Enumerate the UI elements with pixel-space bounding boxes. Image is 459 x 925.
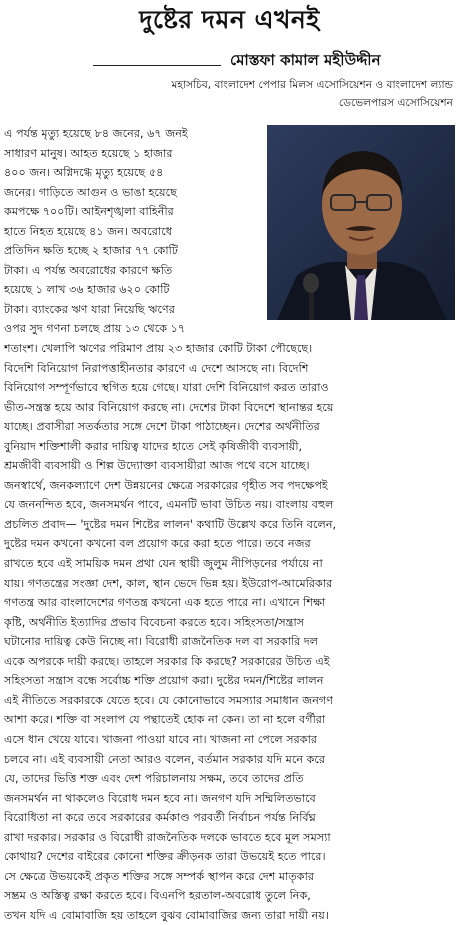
body-line: ৪০০ জন। অগ্নিদগ্ধে মৃত্যু হয়েছে ৫৪ (4, 166, 164, 180)
body-line: ভীত-সন্ত্রস্ত হয়ে আর বিনিয়োগ করছে না। দেশের টাকা বিদেশে স্থানান্তর হয়ে (4, 400, 334, 414)
body-line: যে জননন্দিত হবে, জনসমর্থন পাবে, এমনটি ভাবা উচিত নয়। বাংলায় বহুল (4, 498, 334, 512)
body-line: শ্রমজীবী ব্যবসায়ী ও শিল্প উদ্যোক্তা ব্যবসায়ীরা আজ পথে বসে যাচ্ছে। (4, 459, 310, 473)
body-line: সম্ভ্রম ও অস্তিত্ব রক্ষা করতে হবে। বিএনপি হরতাল-অবরোধ তুলে নিক, (4, 889, 311, 903)
body-line: টাকা। ব্যাংকের ঋণ যারা নিয়েছি ঋণের (4, 302, 175, 316)
article-headline: দুষ্টের দমন এখনই (139, 5, 320, 34)
body-line: কমপক্ষে ৭০০টি। আইনশৃঙ্খলা বাহিনীর (4, 205, 174, 219)
author-designation (40, 76, 453, 112)
body-line: এসে ধান খেয়ে যাবে। খাজনা পাওয়া যাবে না। খাজনা না পেলে সরকার (4, 732, 318, 746)
body-line: আশা করে। শক্তি বা সংলাপ যে পন্থাতেই হোক না কেন। তা না হলে বর্গীরা (4, 713, 326, 727)
body-line: জনসমর্থন না থাকলেও বিরোধ দমন হবে না। জনগণ যদি সম্মিলিতভাবে (4, 791, 316, 805)
body-line: একে অপরকে দায়ী করছে। তাহলে সরকার কি করছে? সরকারের উচিত এই (4, 654, 330, 668)
body-line: সে ক্ষেত্রে উভয়কেই প্রকৃত শক্তির সঙ্গে সম্পর্ক স্থাপন করে দেশ মাতৃকার (4, 869, 314, 883)
body-line: কোথায়? দেশের বাইরের কোনো শক্তির ক্রীড়নক তারা উভয়েই হতে পারে। (4, 850, 326, 864)
body-line: রাখা দরকার। সরকার ও বিরোধী রাজনৈতিক দলকে ভাবতে হবে মূল সমস্যা (4, 830, 331, 844)
designation-line: মহাসচিব, বাংলাদেশ পেপার মিলস এসোসিয়েশন ও বাংলাদেশ ল্যান্ড (171, 79, 453, 91)
body-line: যে, তাদের ভিত্তি শক্ত এবং দেশ পরিচালনায় সক্ষম, তবে তাদের প্রতি (4, 772, 304, 786)
body-line: যায়। গণতন্ত্রের সংজ্ঞা দেশ, কাল, স্থান ভেদে ভিন্ন হয়। ইউরোপ-আমেরিকার (4, 576, 333, 590)
body-line: তখন যদি এ বোমাবাজি হয় তাহলে বুঝব বোমাবাজির জন্য তারা দায়ী নয়। (4, 908, 329, 922)
author-name: মোস্তফা কামাল মহীউদ্দীন (230, 51, 381, 69)
body-line: সাধারণ মানুষ। আহত হয়েছে ১ হাজার (4, 146, 173, 160)
body-line: গণতন্ত্র আর বাংলাদেশের গণতন্ত্র কখনো এক হতে পারে না। এখানে শিক্ষা (4, 596, 326, 610)
body-line: প্রচলিত প্রবাদ— 'দুষ্টের দমন শিষ্টের লালন' কথাটি উল্লেখ করে তিনি বলেন, (4, 517, 337, 531)
body-line: এ পর্যন্ত মৃত্যু হয়েছে ৮৪ জনের, ৬৭ জনই (4, 127, 188, 140)
body-line: বুনিয়াদ শক্তিশালী করার দায়িত্ব যাদের হাতে সেই কৃষিজীবী ব্যবসায়ী, (4, 439, 303, 453)
body-line: এই নীতিতে সরকারকে যেতে হবে। যে কোনোভাবে সমস্যার সমাধান জনগণ (4, 693, 334, 707)
body-line: বিদেশি বিনিয়োগ নিরাপত্তাহীনতার কারণে এ দেশে আসছে না। বিদেশি (4, 361, 309, 375)
body-line: বিরোধিতা না করে তবে সরকারের কর্মকাণ্ড পরবর্তী নির্বাচন পর্যন্ত নির্বিঘ্ন (4, 811, 316, 825)
body-line: জনের। গাড়িতে আগুন ও ভাঙা হয়েছে (4, 185, 177, 199)
byline-rule (93, 65, 221, 66)
body-line: বিনিয়োগ সম্পূর্ণভাবে স্থগিত হয়ে গেছে। যারা দেশি বিনিয়োগ করত তারাও (4, 381, 329, 395)
body-line: ঘটানোর দায়িত্ব কেউ নিচ্ছে না। বিরোধী রাজনৈতিক দল বা সরকারি দল (4, 635, 319, 649)
body-line: চলবে না। এই ব্যবসায়ী নেতা আরও বলেন, বর্তমান সরকার যদি মনে করে (4, 752, 326, 766)
body-line: টাকা। এ পর্যন্ত অবরোধের কারণে ক্ষতি (4, 263, 173, 277)
article-body (4, 124, 455, 925)
body-line: শতাংশ। খেলাপি ঋণের পরিমাণ প্রায় ২৩ হাজার কোটি টাকা পৌছেছে। (4, 342, 313, 356)
body-line: ওপর সুদ গণনা চলছে প্রায় ১৩ থেকে ১৭ (4, 322, 186, 336)
body-line: কৃষ্টি, অর্থনীতি ইত্যাদির প্রভাব বিবেচনা করতে হবে। সহিংসতা/সন্ত্রাস (4, 615, 305, 629)
body-line: জনস্বার্থে, জনকল্যাণে দেশ উন্নয়নের ক্ষেত্রে সরকারের গৃহীত সব পদক্ষেপই (4, 478, 328, 492)
designation-line: ডেভেলপারস এসোসিয়েশন (338, 97, 453, 109)
body-line: রাখতে হবে এই সাময়িক দমন প্রথা যেন স্থায়ী জুলুম নীপিড়নের পর্যায়ে না (4, 557, 323, 571)
body-line: সহিংসতা সন্ত্রাস বন্ধে সর্বোচ্চ শক্তি প্রয়োগ করা। দুষ্টের দমন/শিষ্টের লালন (4, 674, 324, 688)
body-line: হয়েছে ১ লাখ ৩৬ হাজার ৬২০ কোটি (4, 283, 170, 297)
body-line: প্রতিদিন ক্ষতি হচ্ছে ২ হাজার ৭৭ কোটি (4, 244, 178, 258)
body-line: যাচ্ছে। প্রবাসীরা সতর্কতার সঙ্গে দেশে টাকা পাঠাচ্ছেন। দেশের অর্থনীতির (4, 420, 320, 434)
body-line: হাতে নিহত হয়েছে ৪১ জন। অবরোধে (4, 224, 172, 238)
body-line: দুষ্টের দমন কখনো কখনো বল প্রয়োগ করে করা হতে পারে। তবে নজর (4, 537, 311, 551)
